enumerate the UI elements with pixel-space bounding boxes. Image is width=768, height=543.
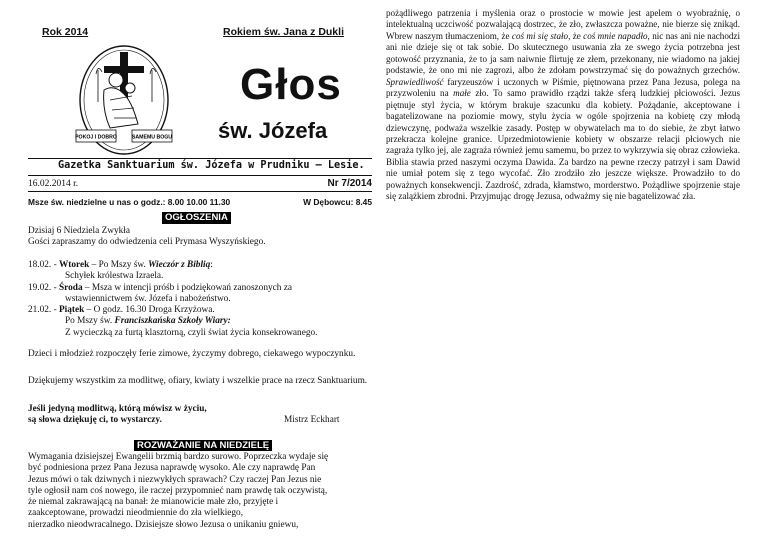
- jubilee-label: Rokiem św. Jana z Dukli: [223, 26, 344, 38]
- reflection-line: że niemal zakrawającą na banał: że mianowicie małe zło, przyjęte i: [28, 497, 279, 508]
- reflection-line: zaakceptowane, prowadzi nieodmiennie do zła wielkiego,: [28, 508, 244, 519]
- quote-line: Jeśli jedyną modlitwą, którą mówisz w życiu,: [28, 404, 207, 414]
- reflection-line: tyle ogłosił nam coś nowego, ile raczej przypomnieć nam prawdę tak oczywistą,: [28, 485, 328, 496]
- franciscan-emblem-icon: [74, 44, 174, 158]
- announcement-guests: Gości zapraszamy do odwiedzenia celi Prymasa Wyszyńskiego.: [28, 237, 266, 248]
- gazette-caption: Gazetka Sanktuarium św. Józefa w Prudniku – Lesie.: [58, 160, 365, 171]
- reflection-line: być podniesiona przez Pana Jezusa naprawdę wysoko. Ale czy naprawdę Pan: [28, 463, 316, 474]
- schedule-item: 19.02. - Środa – Msza w intencji próśb i podziękowań zanoszonych za: [28, 282, 292, 293]
- schedule-item-detail: Schyłek królestwa Izraela.: [65, 271, 164, 282]
- schedule-item: 21.02. - Piątek – O godz. 16.30 Droga Krzyżowa.: [28, 305, 215, 316]
- weekly-schedule: [28, 260, 372, 339]
- issue-date: 16.02.2014 r.: [28, 179, 79, 189]
- debowiec-mass-time: W Dębowcu: 8.45: [303, 197, 372, 207]
- thanks-announcement: Dziękujemy wszystkim za modlitwę, ofiary, kwiaty i wszelkie prace na rzecz Sanktuarium.: [28, 376, 368, 386]
- year-label: Rok 2014: [42, 26, 89, 38]
- masthead-title: Głos: [240, 60, 342, 109]
- announcements-heading: OGŁOSZENIA: [162, 212, 231, 224]
- schedule-item-detail: wstawiennictwem św. Józefa i nabożeństwo.: [65, 293, 231, 304]
- reflection-line: nierzadko nieodwracalnego. Dzisiejsze słowo Jezusa o unikaniu gniewu,: [28, 519, 299, 530]
- schedule-item-detail: Po Mszy św. Franciszkańska Szkoły Wiary:: [65, 316, 231, 327]
- divider: [28, 175, 372, 176]
- quote-block: [28, 404, 372, 427]
- reflection-line: Wymagania dzisiejszej Ewangelii brzmią bardzo surowo. Poprzeczka wydaje się: [28, 452, 329, 462]
- emblem-left-label: POKOJ I DOBRO: [75, 134, 117, 141]
- youth-announcement: Dzieci i młodzież rozpoczęły ferie zimowe, życzymy dobrego, ciekawego wypoczynku.: [28, 349, 356, 359]
- reflection-text: [28, 452, 372, 531]
- emblem-right-label: SAMEMU BOGU: [131, 134, 173, 141]
- mass-times: Msze św. niedzielne u nas o godz.: 8.00 10.00 11.30: [28, 197, 231, 207]
- schedule-item: 18.02. - Wtorek – Po Mszy św. Wieczór z Biblią:: [28, 260, 213, 270]
- masthead-bar: [42, 26, 344, 40]
- divider: [28, 191, 372, 192]
- right-column-text: pożądliwego patrzenia i myślenia oraz o prostocie w mowie jest apelem o wyobraźnię, o intelektualną uczciwość pozwalającą dostrzec, że zło, zwłaszcza poważne, nie bierze się znikąd. Wbrew naszym tłumaczeniom, że coś mi się stało, że coś mnie napadło, nic nas ani nie nachodzi ani nie dzieje się ot tak sobie. Do skutecznego usuwania zła ze swego życia potrzebna jest gotowość przyznania, że to ja sam naiwnie flirtuję ze złem, przekonany, nie wiadomo na jakiej podstawie, że ono mi nie zagrozi, albo że zdołam powstrzymać się do poważnych grzechów. Sprawiedliwość faryzeuszów i uczonych w Piśmie, piętnowana przez Pana Jezusa, polega na przyzwoleniu na małe zło. To samo prawidło rządzi także sferą ludzkiej płciowości. Jezus piętnuje styl życia, w którym brakuje szacunku dla kobiety. Pożądanie, akceptowane i bagatelizowane na poziomie mowy, stylu życia w ogóle spojrzenia na kobietę czy młodą dziewczynę, podważa wszelkie zasady. Postęp w obywatelach ma to do siebie, że zbyt łatwo przekracza kolejne granice. Uprzedmiotowienie kobiety w obszarze relacji płciowych nie zagraża tylko jej, ale zagraża również jemu samemu, bo przez to wykrzywia się obraz człowieka. Biblia stawia przed naszymi oczyma Dawida. Za bardzo na pewne rzeczy patrzył i sam Dawid nie umiał potem się z tego wycofać. Zło zrodziło zło jeszcze większe. Prowadziło to do poważnych konsekwencji. Zazdrość, zdrada, kłamstwo, morderstwo. Pożądliwe spojrzenie staje się zalążkiem zbrodni. Przyjmując drogę Jezusa, odważmy się nie bagatelizować zła.: [386, 8, 740, 202]
- quote-line: są słowa dziękuję ci, to wystarczy. Mistrz Eckhart: [28, 415, 340, 426]
- reflection-line: Jezus mówi o tak dziwnych i niezwykłych sprawach? Czy raczej Pan Jezus nie: [28, 474, 322, 485]
- quote-author: Mistrz Eckhart: [284, 415, 340, 426]
- masthead-subtitle: św. Józefa: [218, 118, 328, 143]
- divider: [28, 158, 372, 159]
- reflection-heading: ROZWAŻANIE NA NIEDZIELĘ: [134, 440, 272, 451]
- announcements-intro: [28, 226, 372, 249]
- issue-number: Nr 7/2014: [327, 178, 372, 189]
- announcement-sunday: Dzisiaj 6 Niedziela Zwykła: [28, 226, 130, 236]
- schedule-item-detail: Z wycieczką za furtą klasztorną, czyli świat życia konsekrowanego.: [65, 327, 318, 338]
- left-column: [28, 0, 372, 543]
